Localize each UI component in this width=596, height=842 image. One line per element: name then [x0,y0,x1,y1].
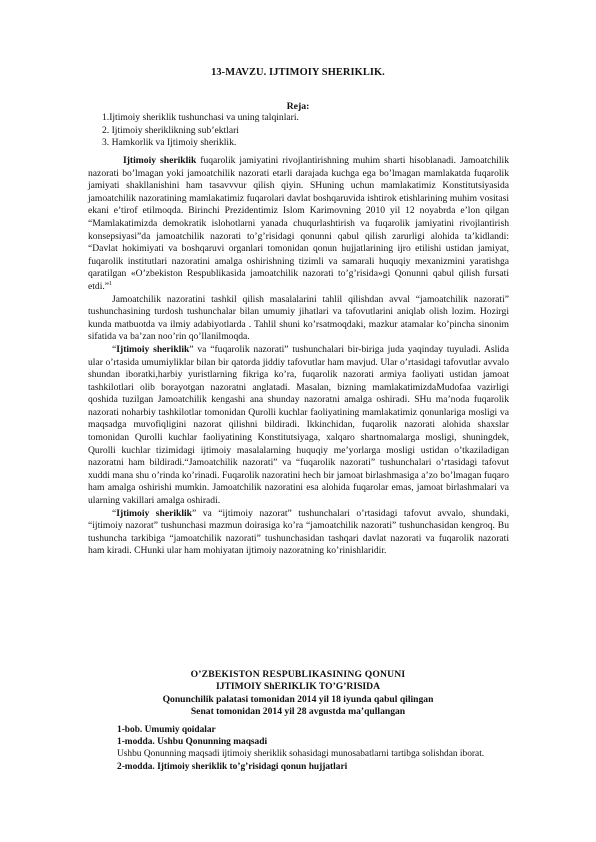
paragraph [88,294,509,344]
paragraph-term: Ijtimoiy sheriklik [116,343,190,355]
paragraph-text: ” va “fuqarolik nazorati” tushunchalari bir-biriga juda yaqinday tuyuladi. Aslida ular o’rtasida umumiyliklar bilan bir qatorda jiddiy tafovutlar ham mavjud. Ular o’rtasidagi tafovutlar avvalo shundan iboratki,harbiy yuristlarning fikriga ko’ra, fuqarolik nazorati armiya faoliyati ustidan jamoat tashkilotlari olib borayotgan nazoratni anglatadi. Masalan, bizning mamlakatimizdaMudofaa vazirligi qoshida tuzilgan Jamoatchilik kengashi ana shunday nazoratni amalga oshiradi. SHu ma’noda fuqarolik nazorati noharbiy tashkilotlar tomonidan Qurolli kuchlar faoliyatining mamlakatimiz qonunlariga mosligi va maqsadga muvofiqligini nazorat qilishni bildiradi. Ikkinchidan, fuqarolik nazorati alohida shaxslar tomonidan Qurolli kuchlar faoliyatining Konstitutsiyaga, xalqaro shartnomalarga mosligi, shuningdek, Qurolli kuchlar tizimidagi ijtimoiy masalalarning huquqiy me’yorlarga mosligi ustidan o’tkaziladigan nazoratni ham bildiradi.“Jamoatchilik nazorati” va “fuqarolik nazorati” tushunchalari o’rtasidagi tafovut xuddi mana shu o’rinda ko’rinadi. Fuqarolik nazoratini hech bir jamoat birlashmasiga a’zo bo’lmagan fuqaro ham amalga oshirishi mumkin. Jamoatchilik nazoratini esa alohida fuqarolar emas, jamoat birlashmalari va ularning vakillari amalga oshiradi. [88,343,509,507]
plan-item: 1.Ijtimoiy sheriklik tushunchasi va uning talqinlari. [102,112,299,123]
paragraph [88,155,509,294]
paragraph-text: fuqarolik jamiyatini rivojlantirishning muhim sharti hisoblanadi. Jamoatchilik nazorati bo’lmagan yoki jamoatchilik nazorati etarli darajada kuchga ega bo’lmagan mamlakatda fuqarolik jamiyati shakllanishini ham tasavvvur qilish qiyin. SHuning uchun mamlakatimiz Konstitutsiyasida jamoatchilik nazoratining mamlakatimiz fuqarolari davlat boshqaruvida ishtirok etishlarining muhim vositasi ekani e’tirof etilmoqda. Birinchi Prezidentimiz Islom Karimovning 2010 yil 12 noyabrda e’lon qilgan “Mamlakatimizda demokratik islohotlarni yanada chuqurlashtirish va fuqarolik jamiyatini rivojlantirish konsepsiyasi”da jamoatchilik nazorati to’g’risidagi qonunni qabul qilish zarurligi alohida ta’kidlandi: “Davlat hokimiyati va boshqaruvi organlari tomonidan qonun hujjatlarining ijro etilishi ustidan jamiyat, fuqarolik institutlari nazoratini amalga oshirishning tizimli va samarali huquqiy mexanizmini yaratishga qaratilgan «O’zbekiston Respublikasida jamoatchilik nazorati to’g’risida»gi Qonunni qabul qilish fursati etdi.” [88,155,509,292]
article-title: 1-modda. Ushbu Qonunning maqsadi [117,737,268,748]
law-approval-line: Senat tomonidan 2014 yil 28 avgustda ma’qullangan [190,706,406,718]
quote-mark: “ [112,343,117,355]
law-title: O’ZBEKISTON RESPUBLIKASINING QONUNI [190,669,406,680]
law-adoption-line: Qonunchilik palatasi tomonidan 2014 yil 18 iyunda qabul qilingan [162,693,434,705]
law-subtitle: IJTIMOIY ShERIKLIK TO’G’RISIDA [215,681,381,693]
paragraph-term: Ijtimoiy sheriklik [116,507,193,519]
paragraph-text: Jamoatchilik nazoratini tashkil qilish masalalarini tahlil qilishdan avval “jamoatchilik nazorati” tushunchasining turdosh tushunchalar bilan umumiy jihatlari va tafovutlarini aniqlab olish lozim. Hozirgi kunda matbuotda va ilmiy adabiyotlarda . Tahlil shuni ko’rsatmoqdaki, mazkur atamalar ko’pincha sinonim sifatida va ba’zan noo’rin qo’llanilmoqda. [88,293,509,343]
quote-mark: “ [112,507,117,519]
paragraph [88,344,509,508]
footnote-marker: 1 [109,280,113,287]
article-title [117,761,557,773]
plan-list [102,112,522,150]
plan-item: 2. Ijtimoiy sheriklikning sub’ektlari [102,124,239,136]
body-text [88,155,509,558]
article-number: 2-modda [117,761,153,772]
plan-item: 3. Hamkorlik va Ijtimoiy sheriklik. [102,137,237,149]
chapter-heading: 1-bob. Umumiy qoidalar [117,725,216,735]
law-header [0,669,596,719]
page-title: 13-MAVZU. IJTIMOIY SHERIKLIK. [211,67,385,78]
plan-heading: Reja: [286,101,310,112]
paragraph-term: Ijtimoiy sheriklik [123,155,197,166]
article-title-rest: . Ijtimoiy sheriklik to’g’risidagi qonun hujjatlari [152,761,348,772]
law-chapter [117,724,557,773]
article-text: Ushbu Qonunning maqsadi ijtimoiy sheriklik sohasidagi munosabatlarni tartibga solishdan iborat. [117,749,485,760]
paragraph-text: ” va “ijtimoiy nazorat” tushunchalari o’rtasidagi tafovut avvalo, shundaki, “ijtimoiy nazorat” tushunchasi mazmun doirasiga ko’ra “jamoatchilik nazorati” tushunchasidan kengroq. Bu tushuncha tarkibiga “jamoatchilik nazorati” tushunchasidan tashqari davlat nazorati va fuqarolik nazorati ham kiradi. CHunki ular ham mohiyatan ijtimoiy nazoratning ko’rinishlaridir. [88,507,509,557]
paragraph [88,508,509,558]
